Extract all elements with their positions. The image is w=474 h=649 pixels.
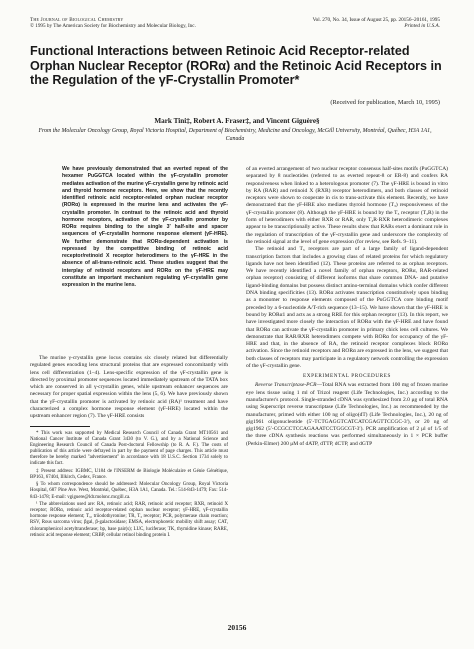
body-paragraph: of an everted arrangement of two nuclear receptor consensus half-sites motifs (PuGGTCA) separated by 8 nucleotides (referred to as everted repeat-8 or ER-8) and confers RA responsiveness when linked to a heterologous promoter (7). The γF-HRE is bound in vitro by RA (RAR) and retinoid X (RXR) receptor heterodimers, and both classes of retinoid receptors were shown to cooperate in cis to trans-activate this element. Recently, we have demonstrated that the γF-HRE also mediates thyroid hormone (T₃) responsiveness of the γF-crystallin promoter (8). Although the γF-HRE is bound by the T₃ receptor (T₃R) in the form of heterodimers with either RXR or RAR, only T₃R·RXR heterodimeric complexes appear to be transcriptionally active. These results show that RARs exert a dominant role in the regulation of transcription of the γF-crystallin gene and underscore the complexity of the retinoid signal at the level of gene expression (for review, see Refs. 9–11). <box>246 166 448 245</box>
journal-name: The Journal of Biological Chemistry <box>30 17 124 23</box>
methods-paragraph <box>246 382 448 448</box>
abstract: We have previously demonstrated that an everted repeat of the hexamer PuGGTCA located within the γF-crystallin promoter mediates activation of the murine γF-crystallin gene by retinoic acid and thyroid hormone receptors. Here, we show that the recently identified retinoic acid receptor-related orphan nuclear receptor (RORα) is expressed in the murine lens and activates the γF-crystallin promoter. In contrast to the retinoic acid and thyroid hormone receptors, activation of the γF-crystallin promoter by RORα requires binding to the single 3′ half-site and spacer sequences of γF-crystallin hormone response element (γF-HRE). We further demonstrate that RORα-dependent activation is repressed by the competitive binding of retinoic acid receptor/retinoid X receptor heterodimers to the γF-HRE in the absence of all-trans-retinoic acid. These studies suggest that the interplay of retinoid receptors and RORα on the γF-HRE may constitute an important mechanism regulating γF-crystallin gene expression in the murine lens. <box>62 166 228 288</box>
footnote-abbreviations: ¹ The abbreviations used are: RA, retinoic acid; RAR, retinoic acid receptor; RXR, retinoid X receptor; RORα, retinoic acid receptor-related orphan nuclear receptor; γF-HRE, γF-crystallin hormone response element; T₃, triiodothyronine; TR, T₃ receptor; PCR, polymerase chain reaction; RSV, Rous sarcoma virus; βgal, β-galactosidase; EMSA, electrophoretic mobility shift assay; CAT, chloramphenicol acetyltransferase; bp, base pair(s); LUC, luciferase; TK, thymidine kinase; RARE, retinoic acid response element; CRBP, cellular retinol binding protein I. <box>30 501 228 538</box>
footnote-funding: * This work was supported by Medical Research Council of Canada Grant MT10561 and National Cancer Institute of Canada Grant 3430 (to V. G.), and by a National Science and Engineering Research Council of Canada Post-doctoral Fellowship (to R. A. F.). The costs of publication of this article were defrayed in part by the payment of page charges. This article must therefore be hereby marked "advertisement" in accordance with 18 U.S.C. Section 1734 solely to indicate this fact. <box>30 430 228 467</box>
received-date: (Received for publication, March 10, 1995) <box>330 99 440 106</box>
copyright-line: © 1995 by The American Society for Biochemistry and Molecular Biology, Inc. <box>30 23 196 30</box>
affiliation: From the Molecular Oncology Group, Royal Victoria Hospital, Department of Biochemistry, Medicine and Oncology, McGill University, Montréal, Québec, H3A 1A1, Canada <box>38 128 432 142</box>
printed-in: Printed in U.S.A. <box>404 23 440 30</box>
footnote-rule <box>30 426 90 427</box>
intro-paragraph: The murine γ-crystallin gene locus contains six closely related but differentially regulated genes encoding lens structural proteins that are expressed concomitantly with lens cell differentiation (1–4). Lens-specific expression of the γF-crystallin gene is directed by proximal promoter sequences located immediately upstream of the TATA box which are conserved in all γ-crystallin genes, while upstream enhancer sequences are necessary for proper spatial expression within the lens (5, 6). We have previously shown that the γF-crystallin promoter is activated by retinoic acid (RA)¹ treatment and have characterized a complex hormone response element (γF-HRE) located within the upstream enhancer region (7). The γF-HRE consists <box>30 355 228 420</box>
methods-text: —Total RNA was extracted from 100 mg of frozen murine eye lens tissue using 1 ml of Trizol reagent (Life Technologies, Inc.) according to the manufacturer's protocol. Single-stranded cDNA was synthesized from 2.0 μg of total RNA using Superscript reverse transcriptase (Life Technologies, Inc.) as recommended by the manufacturer, primed with either 100 ng of oligo(dT) (Life Technologies, Inc.), 20 ng of gig1961 oligonucleotide (5′-TCTGAGGTCATCATCGAGTTCCGC-3′), or 20 ng of gig1962 (5′-CCGCCTCCAGAAATCCTGGCGT-3′). PCR amplification of 2 μl of 1/5 of the three cDNA synthesis reactions was performed simultaneously in 1 × PCR buffer (Perkin-Elmer) 200 μM of dATP, dTTP, dCTP, and dGTP <box>246 382 448 447</box>
volume-issue: Vol. 270, No. 34, Issue of August 25, pp. 20156–20161, 1995 <box>312 17 440 23</box>
page-number: 20156 <box>227 623 247 632</box>
left-column <box>30 355 228 540</box>
right-column <box>246 166 448 448</box>
footnote-correspondence: § To whom correspondence should be addressed: Molecular Oncology Group, Royal Victoria Hospital, 687 Pine Ave. West, Montréal, Québec, H3A 1A1, Canada. Tel.: 514-843-1479; Fax: 514-843-1478; E-mail: vgiguere@ldr.molonc.mcgill.ca. <box>30 482 228 500</box>
section-heading: EXPERIMENTAL PROCEDURES <box>303 373 391 380</box>
methods-subheading: Reverse Transcriptase-PCR <box>255 382 317 389</box>
author-list: Mark Tini‡, Robert A. Fraser‡, and Vincent Giguère§ <box>154 117 320 125</box>
article-title: Functional Interactions between Retinoic Acid Receptor-related Orphan Nuclear Receptor (RORα) and the Retinoic Acid Receptors in the Regulation of the γF-Crystallin Promoter* <box>30 44 442 88</box>
footnote-present-address: ‡ Present address: IGBMC, U184 de l'INSERM de Biologie Moléculaire et Génie Génétique, BP163, 67404, Illkirch, Cedex, France. <box>30 468 228 480</box>
body-paragraph: The retinoid and T₃ receptors are part of a large family of ligand-dependent transcription factors that includes a growing class of related proteins for which regulatory ligands have not been identified (12). These proteins are referred to as orphan receptors. We have recently identified a novel family of orphan receptors, RORα, RAR-related orphan receptor) consisting of different isoforms that share common DNA- and putative ligand-binding domains but possess distinct amino-terminal domains which confer different DNA binding specificities (13). RORα activates transcription constitutively upon binding as a monomer to response elements composed of the PuGGTCA core binding motif preceded by a 6-nucleotide A/T-rich sequence (13–15). We have shown that the γF-HRE is bound by RORα1 and acts as a strong RRE for this orphan receptor (13). In this report, we have investigated more closely the interaction of RORα with the γF-HRE and have found that RORα can activate the γF-crystallin promoter in primary chick lens cell cultures. We demonstrate that RAR/RXR heterodimers compete with RORα for occupancy of the γF-HRE and that, in the absence of RA, the retinoid receptor complexes block RORα activation. Since the retinoid receptors and RORα are expressed in the lens, we suggest that both classes of receptors may participate in a regulatory network controlling the expression of the γF-crystallin gene. <box>246 246 448 370</box>
running-header-right <box>313 17 440 30</box>
running-header-left <box>30 17 196 30</box>
